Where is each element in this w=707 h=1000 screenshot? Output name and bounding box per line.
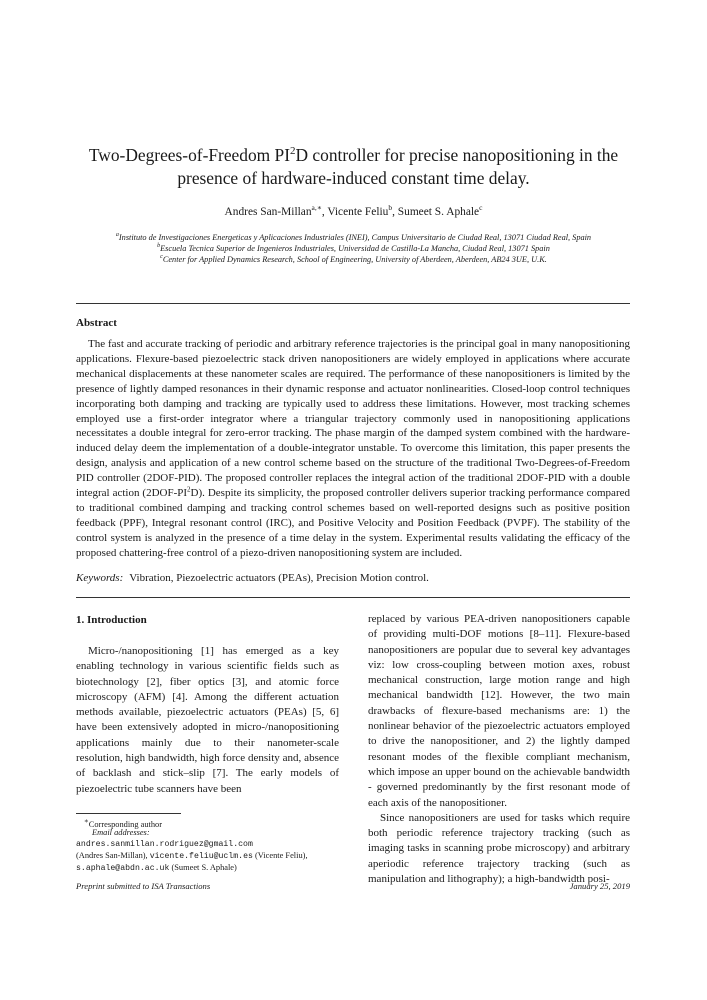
intro-left-column: Micro-/nanopositioning [1] has emerged as a key enabling technology in various scientific fields such as biotechnology [2], fiber optics [3], and atomic force microscopy (AFM) [4]. Among the different actuation methods available, piezoelectric actuators (PEAs) [5, 6] have been extensively adopted in micro-/nanopositioning applications mainly due to their nanometer-scale resolution, high bandwidth, high force density and, absence of backlash and stick–slip [7]. The early models of piezoelectric tube scanners have been bbox=[76, 645, 339, 795]
keywords-label: Keywords: bbox=[76, 572, 124, 584]
email-owner: (Sumeet S. Aphale) bbox=[171, 863, 237, 873]
keywords-text: Vibration, Piezoelectric actuators (PEAs), Precision Motion control. bbox=[129, 572, 429, 584]
footer-date: January 25, 2019 bbox=[569, 881, 630, 891]
abstract-divider bbox=[76, 597, 630, 598]
author-affil-mark: b bbox=[388, 203, 393, 212]
affiliation-text: Center for Applied Dynamics Research, School of Engineering, University of Aberdeen, Aberdeen, AB24 3UE, U.K. bbox=[162, 254, 547, 264]
abstract-body bbox=[76, 337, 630, 561]
section-heading: 1. Introduction bbox=[76, 614, 147, 626]
author-list: Andres San-Millan$^{a,∗}$, Vicente Feliu$^b$, Sumeet S. Aphale$^c$ bbox=[224, 203, 483, 218]
affiliation-mark: b bbox=[157, 243, 161, 249]
abstract-heading: Abstract bbox=[76, 317, 117, 329]
author-name: Andres San-Millan bbox=[224, 205, 312, 218]
footnote-text: Corresponding author bbox=[88, 819, 163, 829]
author-name: Vicente Feliu bbox=[327, 205, 389, 218]
author-affil-mark: a,∗ bbox=[311, 203, 322, 212]
affiliation-mark: a bbox=[115, 232, 119, 238]
email-owner: (Andres San-Millan), bbox=[76, 851, 148, 861]
abstract-text: D). Despite its simplicity, the proposed controller delivers superior tracking performance compared to traditional combined damping and tracking control schemes based on well-reported designs such as positive position feedback (PPF), Integral resonant control (IRC), and Positive Velocity and Position Feedback (PVPF). The stability of the control system is analyzed in the presence of a time delay in the system. Experimental results validating the efficacy of the proposed chattering-free control of a piezo-driven nanopositioning system are included. bbox=[76, 487, 630, 559]
author-name: Sumeet S. Aphale bbox=[397, 205, 480, 218]
intro-paragraph: replaced by various PEA-driven nanopositioners capable of providing multi-DOF motions [8–11]. Flexure-based nanopositioners are popular due to several key advantages viz: low cross-coupling between motion axes, robust mechanical construction, large motion range and high mechanical bandwidth [12]. However, the two main drawbacks of flexure-based mechanisms are: 1) the nonlinear behavior of the piezoelectric actuators employed to drive the nanopositioner, and 2) the lightly damped resonant modes of the flexible compliant mechanism, which impose an upper bound on the achievable bandwidth - governed predominantly by the first resonant mode of each axis of the nanopositioner. bbox=[368, 613, 630, 809]
top-divider bbox=[76, 303, 630, 304]
email-owner: (Vicente Feliu), bbox=[255, 851, 308, 861]
keywords bbox=[76, 572, 630, 584]
footnote-mark: ∗ bbox=[84, 817, 89, 825]
footnote-email-label: Email addresses: bbox=[92, 828, 150, 837]
title-text: Two-Degrees-of-Freedom PI bbox=[88, 145, 290, 165]
email-link[interactable]: vicente.feliu@uclm.es bbox=[149, 852, 253, 862]
affiliation-mark: c bbox=[160, 254, 163, 260]
affiliation-text: Instituto de Investigaciones Energeticas y Aplicaciones Industriales (INEI), Campus Universitario de Ciudad Real, 13071 Ciudad Real, Spain bbox=[118, 232, 592, 242]
title-text: presence of hardware-induced constant time delay. bbox=[177, 168, 530, 188]
paper-title bbox=[60, 144, 647, 190]
intro-paragraph: Since nanopositioners are used for tasks which require both periodic reference trajectory tracking (such as imaging tasks in scanning probe microscopy) and arbitrary aperiodic reference trajectory tracking (such as manipulation and lithography); a high-bandwidth posi- bbox=[368, 811, 630, 886]
abstract-text: The fast and accurate tracking of periodic and arbitrary reference trajectories is the principal goal in many nanopositioning applications. Flexure-based piezoelectric stack driven nanopositioners are widely employed in applications where accurate mechanical displacements at these nanometer scales are required. The performance of these nanopositioners is limited by the presence of lightly damped resonances in their dynamic response and actuator nonlinearities. Closed-loop control techniques incorporating both damping and tracking are typically used to address these limitations. However, most tracking schemes employed use a first-order integrator where a triangular trajectory commonly used in nanopositioning applications necessitates a double integral for zero-error tracking. The phase margin of the damped system combined with the hardware-induced delay deem the implementation of a double-integrator unstable. To overcome this limitation, this paper presents the design, analysis and application of a new control scheme based on the structure of the traditional Two-Degrees-of-Freedom PID controller (2DOF-PID). The proposed controller replaces the integral action of the traditional 2DOF-PID with a double integral action (2DOF-PI bbox=[76, 338, 630, 500]
abstract-superscript: 2 bbox=[187, 485, 191, 494]
intro-right-column bbox=[368, 612, 630, 887]
affiliation bbox=[40, 252, 667, 265]
affiliation-text: Escuela Tecnica Superior de Ingenieros Industriales, Universidad de Castilla-La Mancha, Ciudad Real, 13071 Spain bbox=[160, 243, 550, 253]
email-link[interactable]: s.aphale@abdn.ac.uk bbox=[76, 864, 170, 874]
title-superscript: 2 bbox=[290, 145, 296, 158]
footnote-emails bbox=[76, 838, 356, 875]
author-affil-mark: c bbox=[479, 203, 483, 212]
email-link[interactable]: andres.sanmillan.rodriguez@gmail.com bbox=[76, 840, 253, 849]
footnote-divider bbox=[76, 813, 181, 814]
title-text: D controller for precise nanopositioning in the bbox=[295, 145, 619, 165]
footer-journal: Preprint submitted to ISA Transactions bbox=[76, 881, 211, 891]
